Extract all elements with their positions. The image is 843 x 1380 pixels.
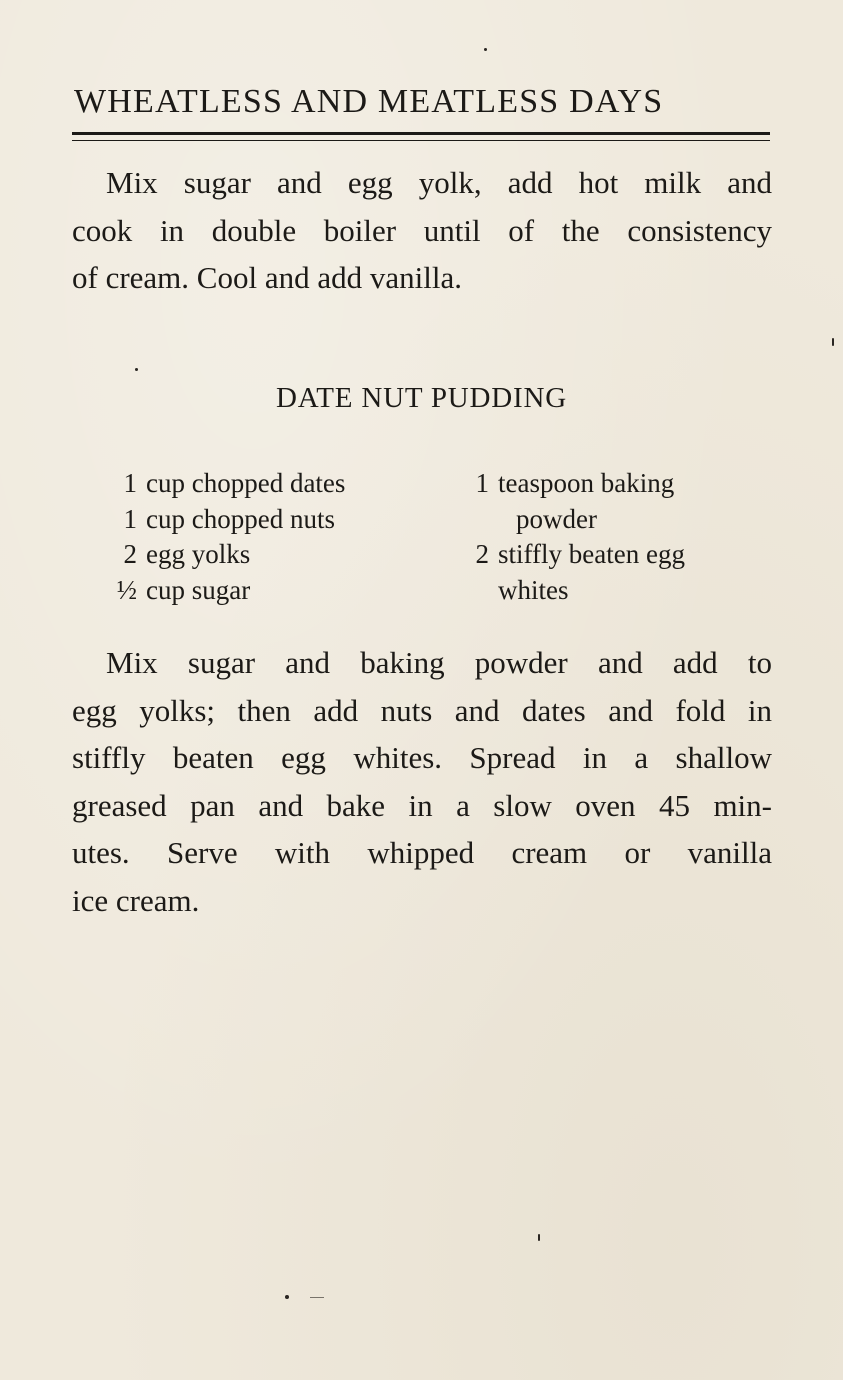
ingredient-continuation: powder	[516, 503, 597, 534]
paragraph-line: utes. Serve with whipped cream or vanilla	[72, 835, 772, 870]
ingredient-item	[100, 466, 420, 502]
ingredient-text: cup sugar	[146, 574, 251, 605]
recipe-title: DATE NUT PUDDING	[276, 382, 567, 414]
method-paragraph	[72, 639, 772, 924]
ingredient-quantity: 1	[123, 468, 137, 498]
ingredient-continuation: whites	[498, 574, 569, 605]
instructions-paragraph	[72, 159, 772, 302]
ingredient-quantity: 1	[475, 468, 489, 498]
ingredient-quantity: 2	[123, 539, 137, 569]
paper-speck	[832, 338, 834, 346]
ingredient-text: egg yolks	[146, 539, 251, 569]
paragraph-line: stiffly beaten egg whites. Spread in a shallow	[72, 740, 772, 775]
ingredients-left-column	[100, 466, 420, 608]
paper-speck	[538, 1234, 540, 1241]
paper-speck	[484, 48, 487, 51]
ingredient-quantity: 2	[475, 539, 489, 569]
ingredient-item	[100, 502, 420, 538]
paragraph-line: greased pan and bake in a slow oven 45 min-	[72, 787, 772, 823]
ingredient-quantity: ½	[116, 574, 137, 605]
ingredient-text: cup chopped nuts	[146, 503, 335, 534]
paragraph-line: Mix sugar and egg yolk, add hot milk and	[106, 165, 772, 200]
paragraph-line: egg yolks; then add nuts and dates and fold in	[72, 692, 772, 728]
ingredient-item	[100, 573, 420, 609]
paragraph-line: Mix sugar and baking powder and add to	[106, 645, 772, 680]
running-head: WHEATLESS AND MEATLESS DAYS	[74, 83, 664, 120]
ingredient-item	[466, 537, 766, 573]
header-rule-thick	[72, 132, 770, 135]
paragraph-line: of cream. Cool and add vanilla.	[72, 260, 462, 295]
ingredients-right-column	[466, 466, 766, 608]
ingredient-text: teaspoon baking	[498, 468, 675, 498]
header-rule-thin	[72, 140, 770, 141]
ingredient-text: stiffly beaten egg	[498, 539, 685, 569]
paper-speck	[310, 1297, 324, 1298]
paragraph-line: cook in double boiler until of the consistency	[72, 212, 772, 248]
paragraph-line: ice cream.	[72, 882, 200, 918]
ingredient-item	[466, 466, 766, 502]
ingredient-text: cup chopped dates	[146, 468, 346, 498]
paper-speck	[135, 368, 138, 371]
paper-speck	[285, 1295, 289, 1299]
ingredient-item	[100, 537, 420, 573]
ingredient-quantity: 1	[123, 503, 137, 534]
